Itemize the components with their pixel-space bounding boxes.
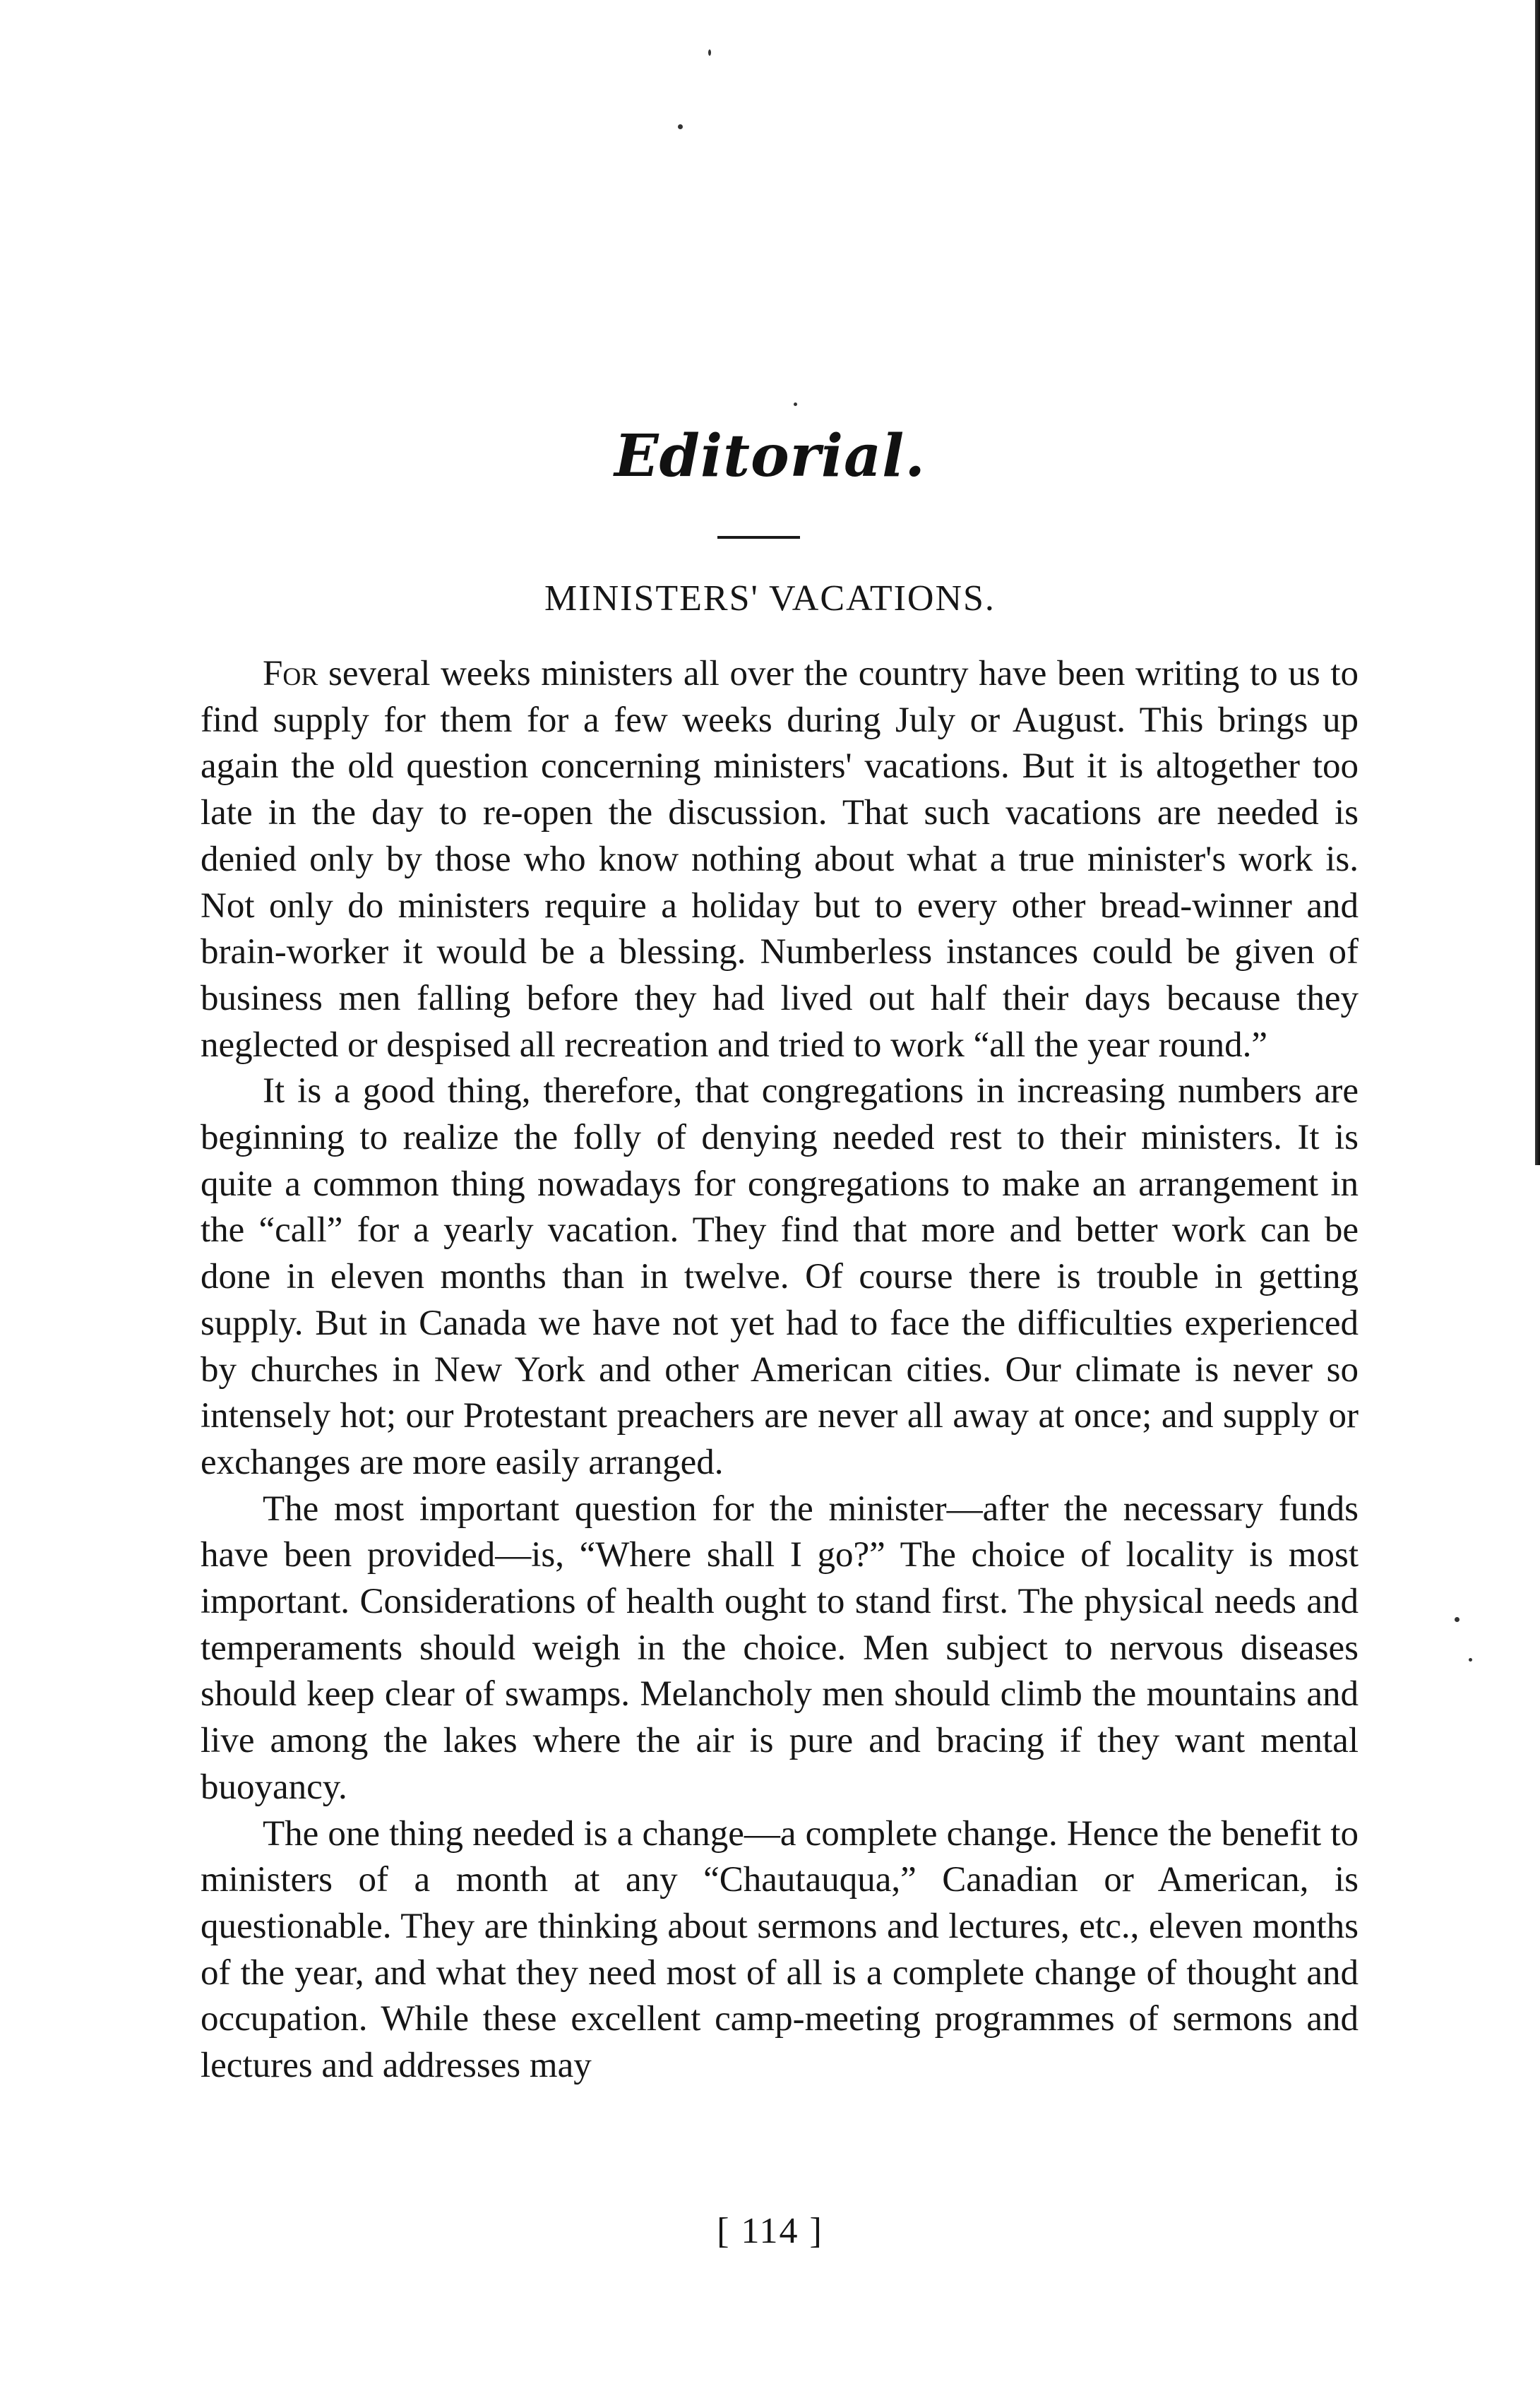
paragraph-lead-word: For [263, 654, 318, 693]
print-speck [708, 49, 711, 56]
print-speck [794, 403, 797, 406]
paragraph-text: several weeks ministers all over the country have been writing to us to find supply for them for a few weeks during July or August. This brings up again the old question concerning ministers' vacations. But it is altogether too late in the day to re-open the discussion. That such vacations are needed is denied only by those who know nothing about what a true minister's work is. Not only do ministers require a holiday but to every other bread-winner and brain-worker it would be a blessing. Numberless instances could be given of business men falling before they had lived out half their days because they neglected or despised all recreation and tried to work “all the year round.” [201, 654, 1359, 1065]
paragraph: The most important question for the minister—after the necessary funds have been provided—is, “Where shall I go?” The choice of locality is most important. Considerations of health ought to stand first. The physical needs and temperaments should weigh in the choice. Men subject to nervous diseases should keep clear of swamps. Melancholy men should climb the mountains and live among the lakes where the air is pure and bracing if they want mental buoyancy. [201, 1489, 1359, 1807]
print-speck [1455, 1617, 1460, 1622]
print-speck [1469, 1658, 1472, 1662]
page-number: [ 114 ] [717, 2211, 823, 2251]
page-heading: Editorial. [614, 422, 926, 490]
paragraph: The one thing needed is a change—a complete change. Hence the benefit to ministers of a month at any “Chautauqua,” Canadian or American, is questionable. They are thinking about sermons and lectures, etc., eleven months of the year, and what they need most of all is a complete change of thought and occupation. While these excellent camp-meeting programmes of sermons and lectures and addresses may [201, 1813, 1359, 2086]
print-speck [678, 124, 683, 129]
heading-divider [717, 536, 800, 539]
article-body [201, 651, 1359, 2089]
section-title: MINISTERS' VACATIONS. [544, 578, 996, 619]
paragraph: It is a good thing, therefore, that congregations in increasing numbers are beginning to realize the folly of denying needed rest to their ministers. It is quite a common thing nowadays for congregations to make an arrangement in the “call” for a yearly vacation. They find that more and better work can be done in eleven months than in twelve. Of course there is trouble in getting supply. But in Canada we have not yet had to face the difficulties experienced by churches in New York and other American cities. Our climate is never so intensely hot; our Protestant preachers are never all away at once; and supply or exchanges are more easily arranged. [201, 1071, 1359, 1482]
paragraph [201, 651, 1359, 1068]
